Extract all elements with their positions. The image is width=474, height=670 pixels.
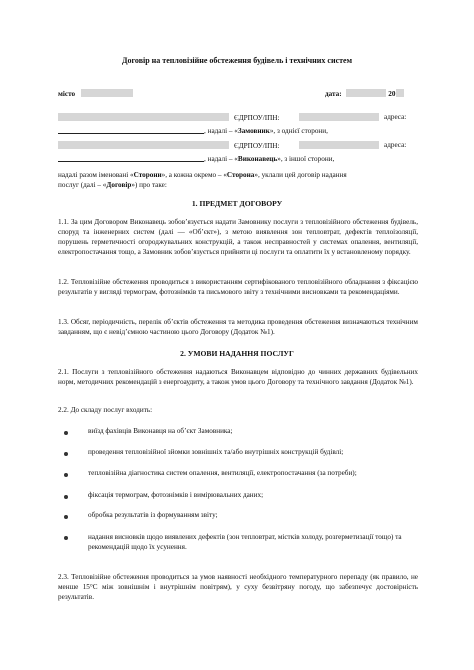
city-field[interactable] [81,89,133,97]
list-item: проведення тепловізійної зйомки зовнішніх та/або внутрішніх конструкцій будівлі; [88,448,344,456]
preamble-text: надалі разом іменовані « [58,171,134,179]
customer-address-label: адреса: [384,113,407,121]
bullet-dot-icon [64,495,68,499]
customer-line-2 [58,125,328,137]
preamble-contract: Договір [106,181,132,189]
customer-edrpou-label: ЄДРПОУ/ІПН: [234,114,280,122]
city-line [58,89,133,100]
clause-2-1: 2.1. Послуги з тепловізійного обстеження надаються Виконавцем відповідно до чинних державних будівельних норм, методичних рекомендацій з енергоаудиту, а також умов цього Договору та технічного завдання (Додаток №1). [58,368,418,386]
bullet-dot-icon [64,452,68,456]
bullet-dot-icon [64,536,68,540]
preamble-text: », уклали цей договір надання [254,171,347,179]
contractor-edrpou-label: ЄДРПОУ/ІПН: [234,142,280,150]
customer-edrpou-field[interactable] [299,113,379,121]
clause-1-2: 1.2. Тепловізійне обстеження проводиться з використанням сертифікованого тепловізійного обладнання з фіксацією результатів у вигляді термограм, фотознімків та письмового звіту з технічними висновками та рекомендаціями. [58,278,418,296]
preamble-party: Сторона [226,171,255,179]
preamble-line-1 [58,171,347,181]
contractor-edrpou-field[interactable] [299,141,379,149]
clause-2-2: 2.2. До складу послуг входить: [58,406,153,414]
preamble-text: ») про таке: [131,181,167,189]
contractor-address-field[interactable] [58,153,204,162]
date-field[interactable] [346,89,386,97]
customer-line-1 [58,113,229,124]
clause-1-1: 1.1. За цим Договором Виконавець зобов’язується надати Замовнику послуги з тепловізійного обстеження будівель, споруд та інженерних систем (далі — «Об’єкт»), з метою виявлення зон тепловтрат, дефектів теплоізоляції, порушень герметичності огороджувальних конструкцій, а також несправностей у системах опалення, вентиляції, електропостачання тощо, а Замовник зобов’язується прийняти ці послуги та оплатити їх у встановленому порядку. [58,218,418,256]
list-item: виїзд фахівців Виконавця на об’єкт Замовника; [88,427,233,435]
section-1-heading: 1. ПРЕДМЕТ ДОГОВОРУ [191,199,283,208]
bullet-dot-icon [64,431,68,435]
clause-2-3: 2.3. Тепловізійне обстеження проводиться за умов наявності необхідного температурного перепаду (як правило, не менше 15°С між зовнішнім і внутрішнім повітрям), у суху безвітряну погоду, що забезпечує достовірність результатів. [58,573,418,601]
date-line [325,89,404,100]
customer-address-field[interactable] [58,125,204,134]
section-2-heading: 2. УМОВИ НАДАННЯ ПОСЛУГ [180,349,294,358]
list-item: фіксація термограм, фотознімків і вимірювальних даних; [88,491,264,499]
preamble-text: послуг (далі – « [58,181,107,189]
clause-1-3: 1.3. Обсяг, періодичність, перелік об’єктів обстеження та методика проведення обстеження визначаються технічним завданням, що є невід’ємною частиною цього Договору (Додаток №1). [58,318,418,336]
customer-name-field[interactable] [58,113,229,121]
preamble-parties: Сторони [133,171,162,179]
customer-role-prefix: , надалі – « [204,127,238,135]
document-title: Договір на тепловізійне обстеження будівель і технічних систем [121,56,353,65]
contractor-role: Виконавець [237,155,278,163]
year-prefix: 20 [388,90,396,98]
date-label: дата: [325,90,342,98]
customer-edrpou [234,113,379,124]
year-field[interactable] [396,89,404,97]
contractor-address-label: адреса: [384,141,407,149]
list-item: обробка результатів із формуванням звіту; [88,511,218,519]
contractor-line-2 [58,153,334,165]
contractor-line-1 [58,141,229,152]
contractor-role-prefix: , надалі – « [204,155,238,163]
customer-role-suffix: », з однієї сторони, [269,127,328,135]
list-item: надання висновків щодо виявлених дефектів (зон тепловтрат, містків холоду, розгерметизації тощо) та рекомендацій щодо їх усунення. [88,533,402,551]
city-label: місто [58,90,76,98]
contractor-name-field[interactable] [58,141,229,149]
list-item: тепловізійна діагностика систем опалення, вентиляції, електропостачання (за потреби); [88,469,357,477]
bullet-dot-icon [64,473,68,477]
contractor-role-suffix: », з іншої сторони, [277,155,335,163]
preamble-text: », а кожна окремо – « [161,171,227,179]
customer-role: Замовник [237,127,270,135]
bullet-dot-icon [64,515,68,519]
contractor-edrpou [234,141,379,152]
preamble-line-2 [58,181,167,191]
